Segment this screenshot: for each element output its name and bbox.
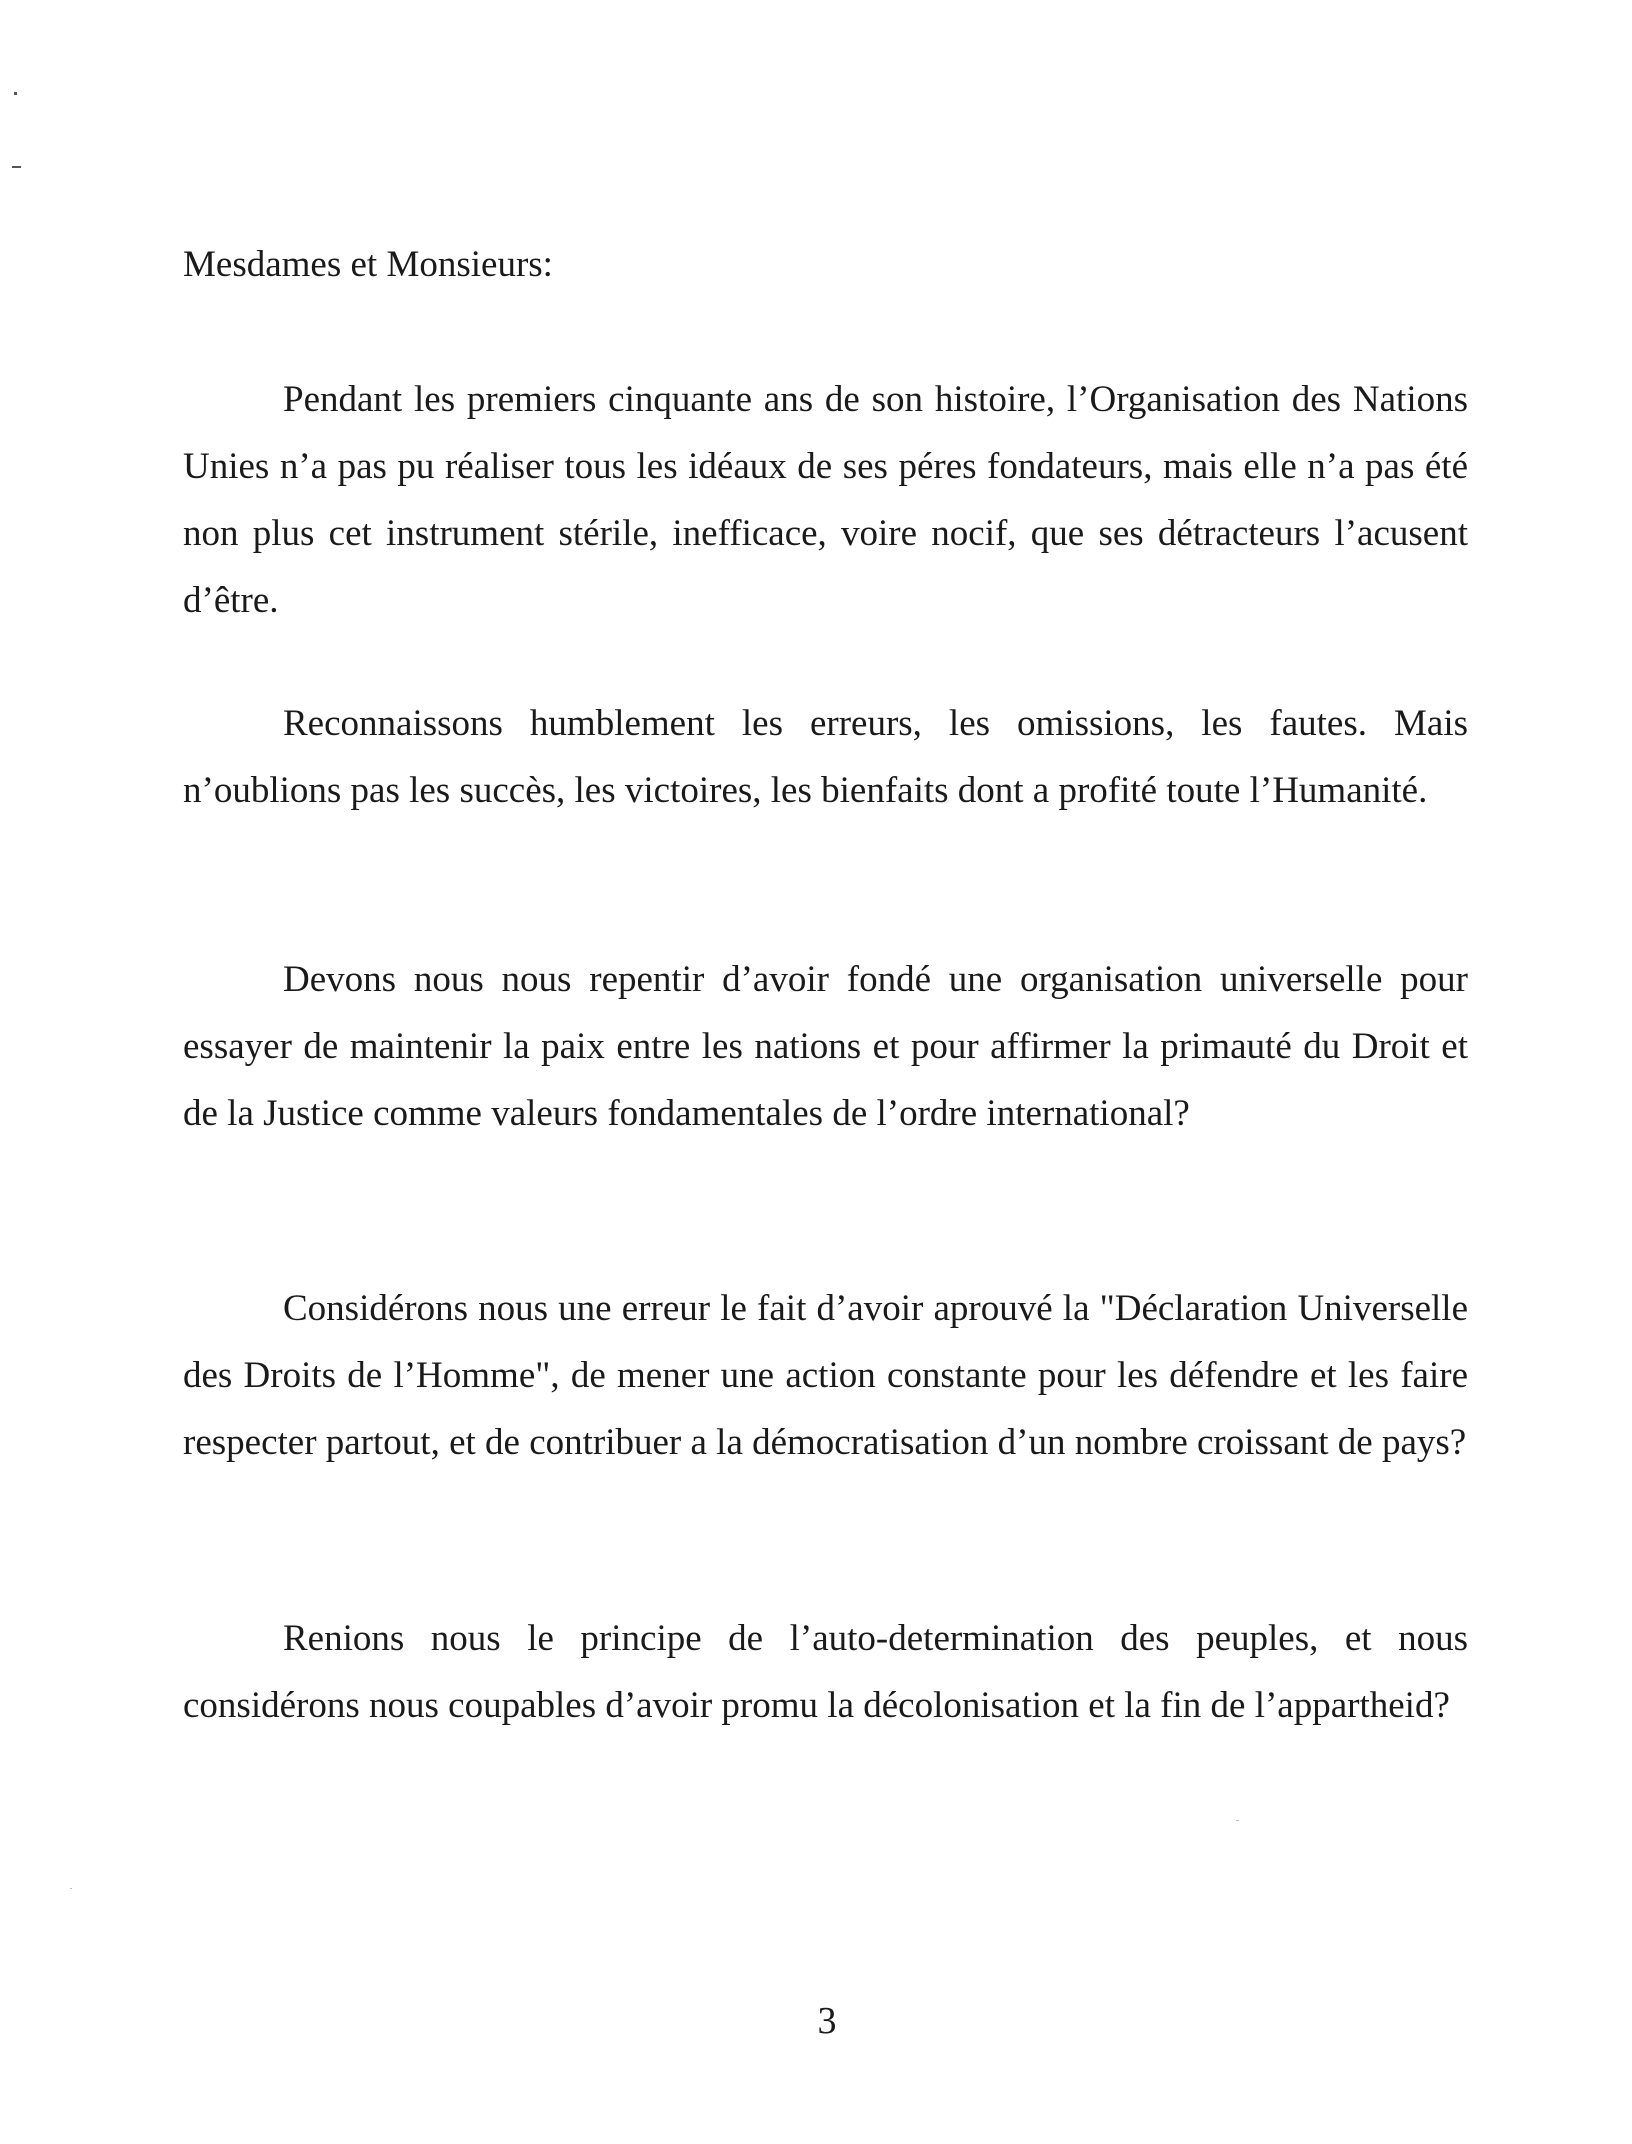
paragraph-5: Renions nous le principe de l’auto-determination des peuples, et nous considérons nous coupables d’avoir promu la décolonisation et la fin de l’appartheid?	[183, 1618, 1468, 1726]
page-number: 3	[817, 2000, 837, 2042]
scan-speck	[12, 166, 21, 168]
paragraph-3: Devons nous nous repentir d’avoir fondé une organisation universelle pour essayer de maintenir la paix entre les nations et pour affirmer la primauté du Droit et de la Justice comme valeurs fondamentales de l’ordre international?	[183, 959, 1468, 1134]
paragraph-2: Reconnaissons humblement les erreurs, les omissions, les fautes. Mais n’oublions pas les succès, les victoires, les bienfaits dont a profité toute l’Humanité.	[183, 703, 1468, 811]
salutation: Mesdames et Monsieurs:	[183, 244, 553, 285]
paragraph-1: Pendant les premiers cinquante ans de son histoire, l’Organisation des Nations Unies n’a pas pu réaliser tous les idéaux de ses péres fondateurs, mais elle n’a pas été non plus cet instrument stérile, inefficace, voire nocif, que ses détracteurs l’acusent d’être.	[183, 379, 1468, 621]
paragraph-4: Considérons nous une erreur le fait d’avoir aprouvé la "Déclaration Universelle des Droits de l’Homme", de mener une action constante pour les défendre et les faire respecter partout, et de contribuer a la démocratisation d’un nombre croissant de pays?	[183, 1288, 1468, 1463]
scan-speck	[70, 1888, 72, 1889]
scan-speck	[14, 92, 17, 95]
scan-speck	[1236, 1820, 1239, 1821]
